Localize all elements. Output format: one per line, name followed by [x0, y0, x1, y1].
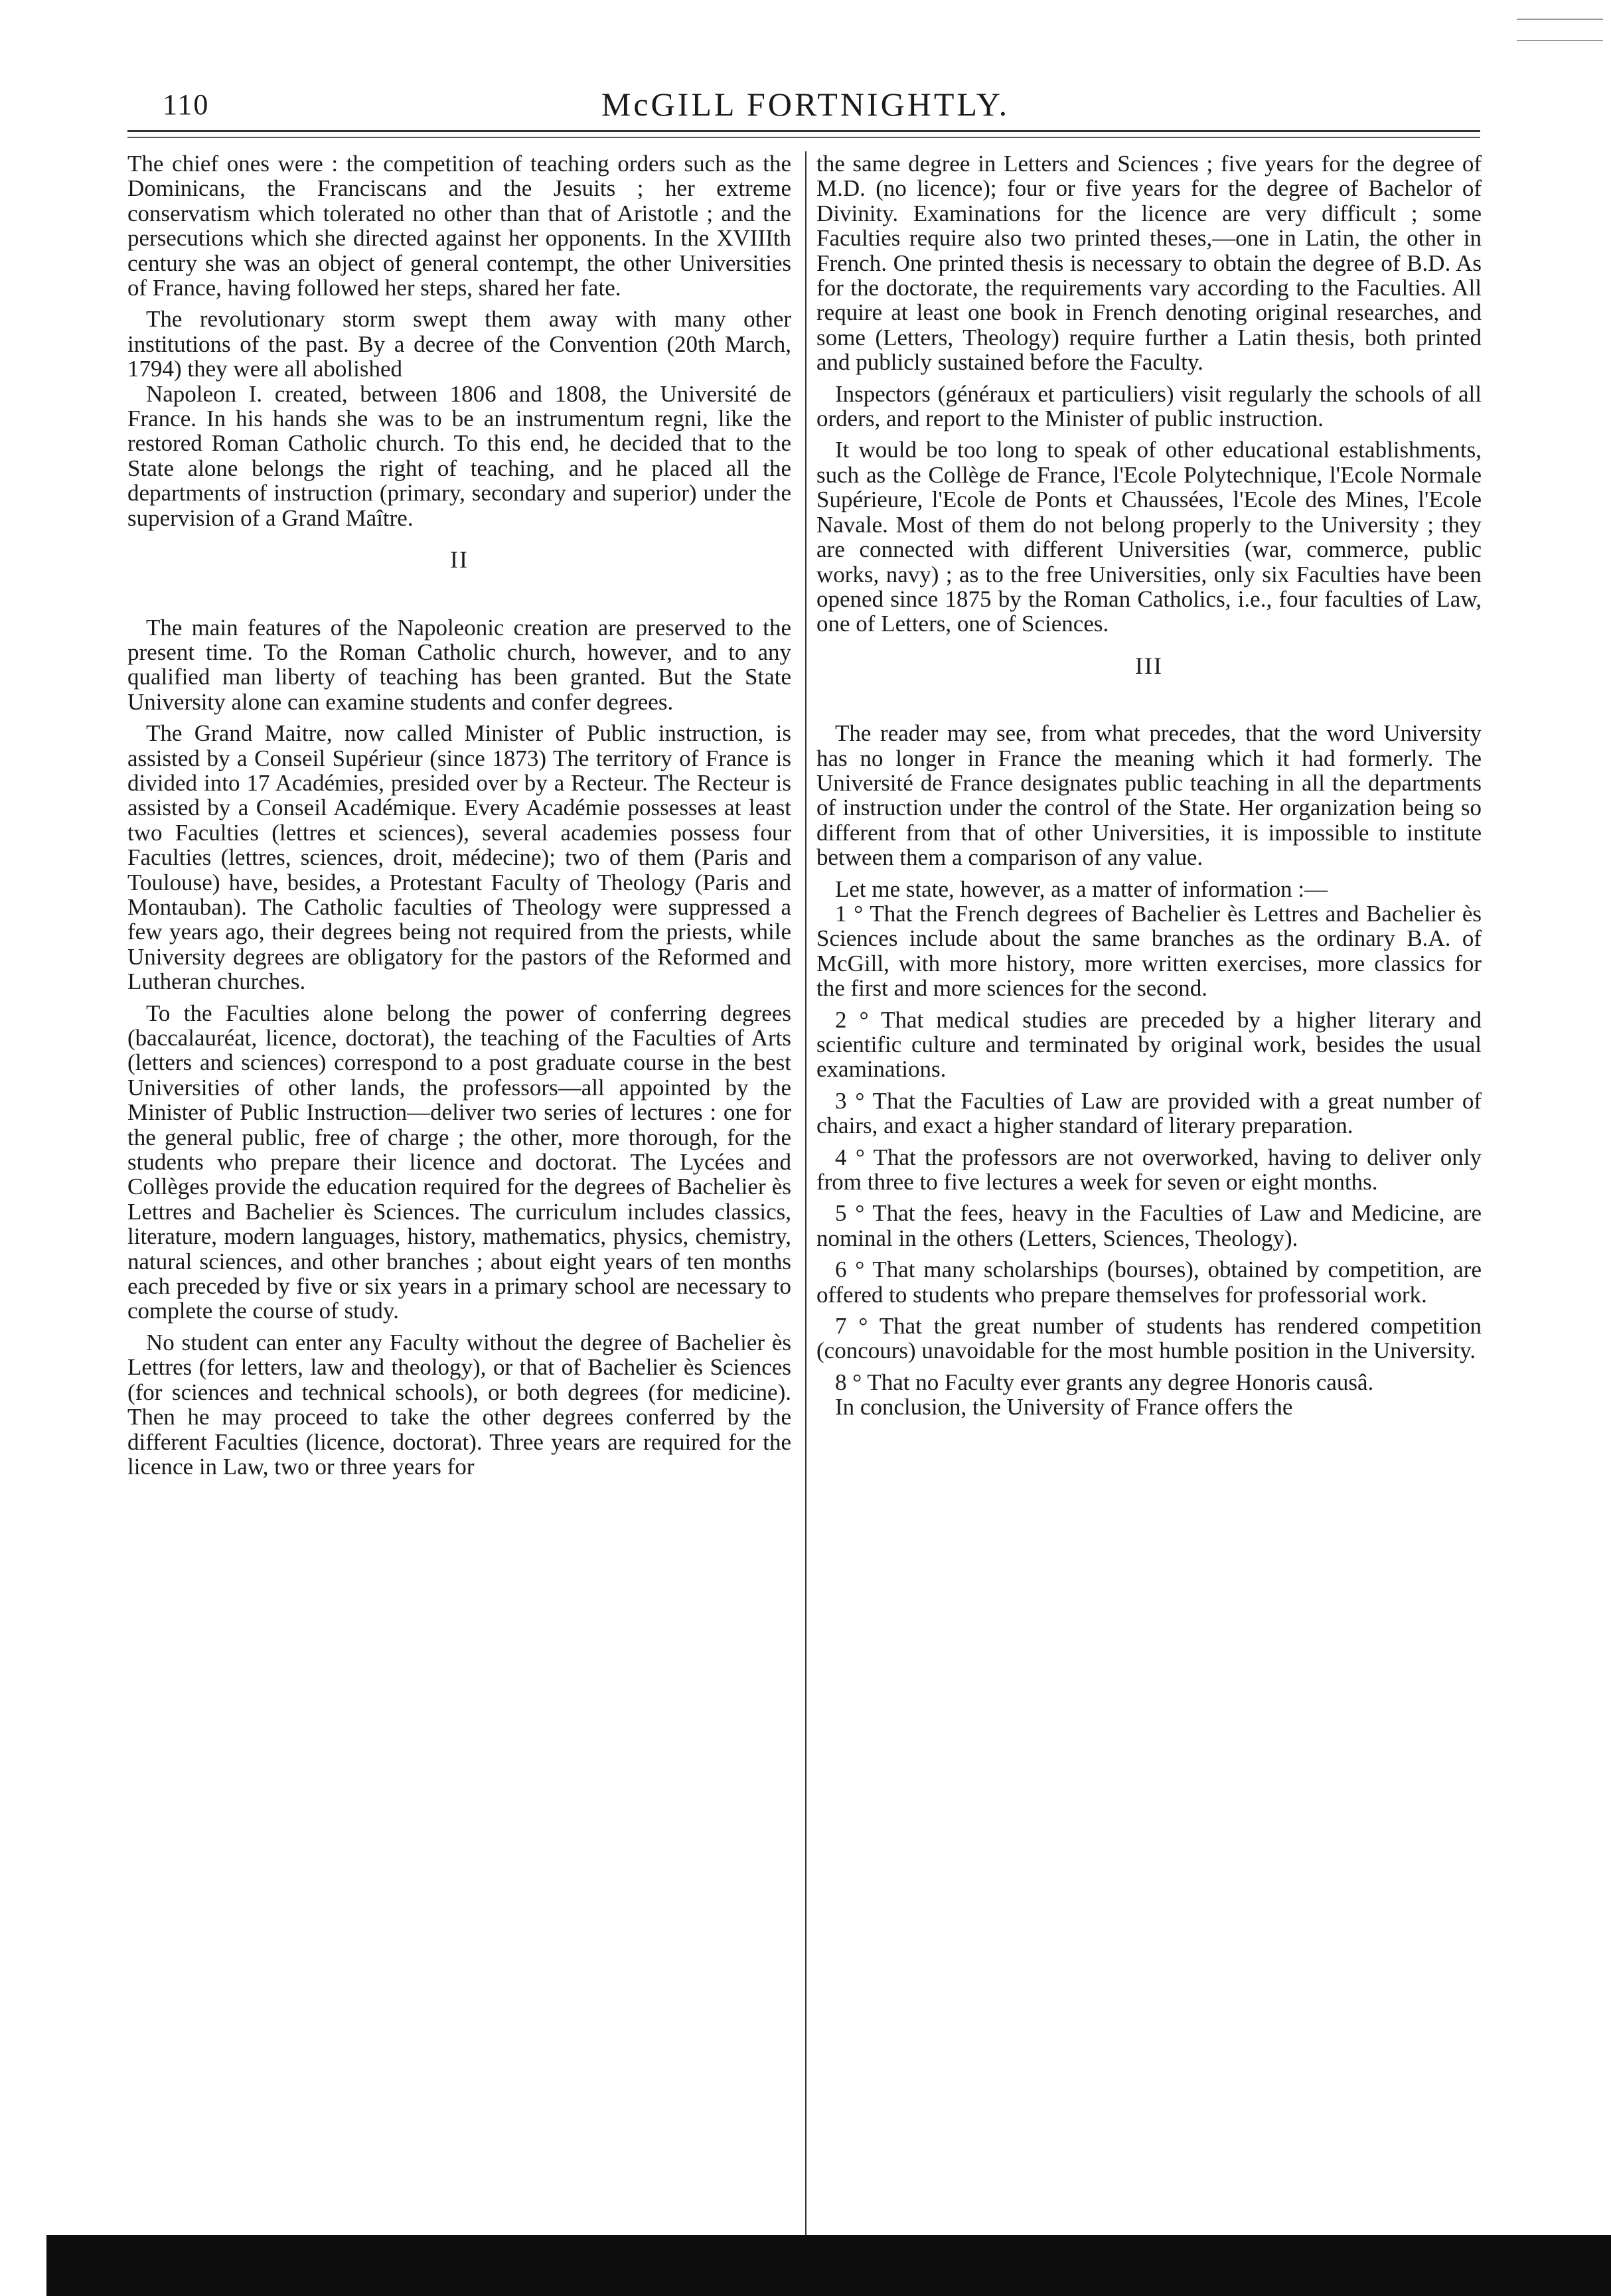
paragraph: It would be too long to speak of other educational establishments, such as the Collège de France, l'Ecole Polytechnique, l'Ecole Normale Supérieure, l'Ecole de Ponts et Chaussées, l'Ecole des Mines, l'Ecole Navale. Most of them do not belong properly to the University ; they are connected with different Universities (war, commerce, public works, navy) ; as to the free Universities, only six Faculties have been opened since 1875 by the Roman Catholics, i.e., four faculties of Law, one of Letters, one of Sciences. [816, 437, 1482, 637]
list-item: 5 ° That the fees, heavy in the Faculties of Law and Medicine, are nominal in the others (Letters, Sciences, Theology). [816, 1200, 1482, 1251]
paragraph: In conclusion, the University of France offers the [835, 1394, 1293, 1420]
left-column [127, 151, 791, 1486]
paragraph: No student can enter any Faculty without the degree of Bachelier ès Lettres (for letters, law and theology), or that of Bachelier ès Sciences (for sciences and technical schools), or both degrees (for medicine). Then he may proceed to take the other degrees conferred by the different Faculties (licence, doctorat). Three years are required for the licence in Law, two or three years for [127, 1329, 791, 1480]
paragraph: To the Faculties alone belong the power of conferring degrees (baccalauréat, licence, doctorat), the teaching of the Faculties of Arts (letters and sciences) correspond to a post graduate course in the best Universities of other lands, the professors—all appointed by the Minister of Public Instruction—deliver two series of lectures : one for the general public, free of charge ; the other, more thorough, for the students who prepare their licence and doctorat. The Lycées and Collèges provide the education required for the degrees of Bachelier ès Lettres and Bachelier ès Sciences. The curriculum includes classics, literature, modern languages, history, mathematics, physics, chemistry, natural sciences, and other branches ; about eight years of ten months each preceded by five or six years in a primary school are necessary to complete the course of study. [127, 1000, 791, 1324]
corner-mark-top [1517, 19, 1603, 20]
list-item: 3 ° That the Faculties of Law are provided with a great number of chairs, and exact a higher standard of literary preparation. [816, 1087, 1482, 1139]
paragraph: Napoleon I. created, between 1806 and 1808, the Université de France. In his hands she was to be an instrumentum regni, like the restored Roman Catholic church. To this end, he decided that to the State alone belongs the right of teaching, and he placed all the departments of instruction (primary, secondary and superior) under the supervision of a Grand Maître. [127, 380, 791, 531]
list-item: 4 ° That the professors are not overworked, having to deliver only from three to five lectures a week for seven or eight months. [816, 1144, 1482, 1195]
list-item: 1 ° That the French degrees of Bachelier ès Lettres and Bachelier ès Sciences include about the same branches as the ordinary B.A. of McGill, with more history, more written exercises, more classics for the first and more sciences for the second. [816, 900, 1482, 1002]
paragraph: The chief ones were : the competition of teaching orders such as the Dominicans, the Franciscans and the Jesuits ; her extreme conservatism which tolerated no other than that of Aristotle ; and the persecutions which she directed against her opponents. In the XVIIIth century she was an object of general contempt, the other Universities of France, having followed her steps, shared her fate. [127, 151, 791, 301]
paragraph: the same degree in Letters and Sciences ; five years for the degree of M.D. (no licence); four or five years for the degree of Bachelor of Divinity. Examinations for the licence are very difficult ; some Faculties require also two printed theses,—one in Latin, the other in French. One printed thesis is necessary to obtain the degree of B.D. As for the doctorate, the requirements vary according to the Faculties. All require at least one book in French denoting original researches, and some (Letters, Theology) require further a Latin thesis, both printed and publicly sustained before the Faculty. [816, 151, 1482, 376]
header-rule [127, 130, 1480, 132]
corner-mark-bottom [1517, 40, 1603, 41]
list-item: 7 ° That the great number of students has rendered competition (concours) unavoidable for the most humble position in the University. [816, 1313, 1482, 1364]
paragraph: Inspectors (généraux et particuliers) visit regularly the schools of all orders, and report to the Minister of public instruction. [816, 380, 1482, 432]
running-head: McGILL FORTNIGHTLY. [601, 86, 1010, 123]
section-heading-iii: III [1135, 652, 1163, 679]
paragraph: The Grand Maitre, now called Minister of Public instruction, is assisted by a Conseil Supérieur (since 1873) The territory of France is divided into 17 Académies, presided over by a Recteur. The Recteur is assisted by a Conseil Académique. Every Académie possesses at least two Faculties (lettres et sciences), several academies possess four Faculties (lettres, sciences, droit, médecine); two of them (Paris and Toulouse) have, besides, a Protestant Faculty of Theology (Paris and Montauban). The Catholic faculties of Theology were suppressed a few years ago, their degrees being not required from the priests, while University degrees are obligatory for the pastors of the Reformed and Lutheran churches. [127, 720, 791, 995]
paragraph: Let me state, however, as a matter of information :— [835, 876, 1328, 902]
paragraph: The revolutionary storm swept them away with many other institutions of the past. By a decree of the Convention (20th March, 1794) they were all abolished [127, 306, 791, 382]
list-item: 6 ° That many scholarships (bourses), obtained by competition, are offered to students who prepare themselves for professorial work. [816, 1257, 1482, 1308]
list-item: 8 ° That no Faculty ever grants any degree Honoris causâ. [835, 1369, 1374, 1395]
header-rule-secondary [127, 137, 1480, 138]
right-column [816, 151, 1482, 1426]
column-divider [805, 151, 806, 2275]
scan-footer-band [46, 2235, 1611, 2296]
section-heading-ii: II [450, 546, 469, 574]
paragraph: The reader may see, from what precedes, that the word University has no longer in France the meaning which it had formerly. The Université de France designates public teaching in all the departments of instruction under the control of the State. Her organization being so different from that of other Universities, it is impossible to institute between them a comparison of any value. [816, 720, 1482, 871]
list-item: 2 ° That medical studies are preceded by a higher literary and scientific culture and terminated by original work, besides the usual examinations. [816, 1006, 1482, 1083]
paragraph: The main features of the Napoleonic creation are preserved to the present time. To the Roman Catholic church, however, and to any qualified man liberty of teaching has been granted. But the State University alone can examine students and confer degrees. [127, 614, 791, 715]
page-number: 110 [163, 88, 210, 121]
